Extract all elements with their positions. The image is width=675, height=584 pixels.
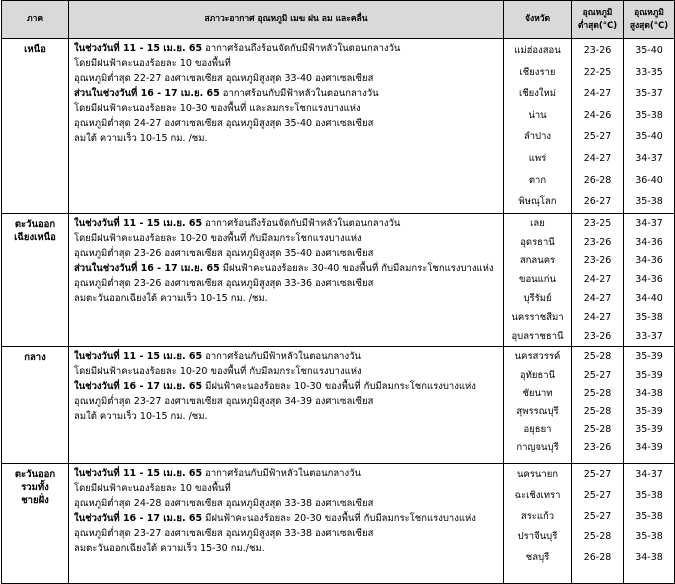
- max-temp-value: 34-37: [635, 217, 663, 229]
- province-name: ตาก: [528, 174, 547, 186]
- condition-period: ในช่วงวันที่ 11 - 15 เม.ย. 65: [74, 217, 203, 229]
- min-temp-value: 26-28: [583, 551, 612, 563]
- condition-period: ในช่วงวันที่ 11 - 15 เม.ย. 65: [74, 351, 203, 363]
- condition-detail: มีฝนฟ้าคะนองร้อยละ 10-30 ของพื้นที่ กับมีลมกระโชกแรงบางแห่ง: [202, 381, 476, 393]
- province-name: เชียงใหม่: [518, 88, 557, 100]
- condition-line: [74, 231, 500, 246]
- region-row: [2, 213, 675, 347]
- condition-detail: โดยมีฝนฟ้าคะนองร้อยละ 10 ของพื้นที่: [74, 483, 231, 495]
- region-name: [2, 464, 69, 584]
- min-temp-value: 25-27: [583, 510, 612, 522]
- condition-detail: มีฝนฟ้าคะนองร้อยละ 20-30 ของพื้นที่ กับมีลมกระโชกแรงบางแห่ง: [202, 513, 476, 525]
- max-temp-value: 35-39: [635, 351, 663, 363]
- province-cell: [504, 464, 572, 584]
- min-temp-value: 24-27: [583, 88, 612, 100]
- max-temp-value: 33-35: [635, 66, 663, 78]
- condition-line: [74, 276, 500, 291]
- condition-line: [74, 261, 500, 276]
- province-name: ชลบุรี: [525, 551, 550, 563]
- condition-period: ในช่วงวันที่ 11 - 15 เม.ย. 65: [74, 468, 203, 480]
- condition-line: [74, 41, 500, 56]
- header-min-temp: [572, 1, 624, 39]
- province-name: อยุธยา: [523, 424, 552, 436]
- province-name: สกลนคร: [519, 255, 556, 267]
- condition-detail: ลมตะวันออกเฉียงใต้ ความเร็ว 15-30 กม./ชม.: [74, 543, 265, 555]
- max-temp-value: 34-37: [635, 469, 663, 481]
- region-row: [2, 464, 675, 584]
- province-name: ลำปาง: [523, 131, 552, 143]
- min-temp-cell: [572, 347, 624, 464]
- min-temp-value: 26-28: [583, 174, 612, 186]
- condition-line: [74, 379, 500, 394]
- province-name: น่าน: [528, 109, 547, 121]
- condition-line: [74, 56, 500, 71]
- condition-line: [74, 291, 500, 306]
- condition-detail: อากาศร้อนกับมีฟ้าหลัวในตอนกลางวัน: [202, 468, 361, 480]
- min-temp-value: 25-28: [583, 424, 612, 436]
- min-temp-value: 22-25: [583, 66, 612, 78]
- condition-detail: โดยมีฝนฟ้าคะนองร้อยละ 10-20 ของพื้นที่ กับมีลมกระโชกแรงบางแห่ง: [74, 366, 362, 378]
- region-name-line: กลาง: [24, 352, 46, 364]
- condition-line: [74, 364, 500, 379]
- header-min-temp-line1: อุณหภูมิ: [582, 7, 613, 18]
- max-temp-value: 33-37: [635, 330, 663, 342]
- condition-line: [74, 526, 500, 541]
- province-name: เชียงราย: [519, 66, 556, 78]
- condition-line: [74, 71, 500, 86]
- province-cell: [504, 39, 572, 214]
- max-temp-value: 35-38: [635, 311, 663, 323]
- province-name: นครนายก: [516, 469, 559, 481]
- max-temp-value: 35-39: [635, 369, 663, 381]
- province-name: สระแก้ว: [520, 510, 555, 522]
- min-temp-value: 25-28: [583, 405, 612, 417]
- condition-detail: ลมใต้ ความเร็ว 10-15 กม. /ชม.: [74, 133, 208, 144]
- header-min-temp-line2: ต่ำสุด(°C): [577, 20, 618, 31]
- min-temp-value: 25-28: [583, 531, 612, 543]
- condition-line: [74, 466, 500, 481]
- province-name: ขอนแก่น: [518, 274, 557, 286]
- header-region: ภาค: [2, 1, 69, 39]
- region-name: [2, 347, 69, 464]
- min-temp-value: 23-26: [583, 45, 612, 56]
- max-temp-value: 35-37: [635, 88, 663, 100]
- condition-detail: โดยมีฝนฟ้าคะนองร้อยละ 10 ของพื้นที่: [74, 58, 231, 69]
- condition-line: [74, 86, 500, 101]
- header-max-temp: [624, 1, 675, 39]
- max-temp-cell: [624, 347, 675, 464]
- max-temp-value: 34-38: [635, 387, 663, 399]
- condition-detail: อากาศร้อนถึงร้อนจัดกับมีฟ้าหลัวในตอนกลางวัน: [202, 217, 401, 229]
- condition-text: [69, 347, 504, 464]
- condition-line: [74, 216, 500, 231]
- max-temp-cell: [624, 464, 675, 584]
- min-temp-value: 24-27: [583, 292, 612, 304]
- min-temp-value: 26-27: [583, 196, 612, 208]
- province-name: แม่ฮ่องสอน: [514, 45, 561, 56]
- province-name: ฉะเชิงเทรา: [514, 489, 561, 501]
- condition-detail: โดยมีฝนฟ้าคะนองร้อยละ 10-20 ของพื้นที่ กับมีลมกระโชกแรงบางแห่ง: [74, 232, 362, 244]
- condition-line: [74, 541, 500, 556]
- province-name: อุดรธานี: [520, 236, 555, 248]
- max-temp-value: 34-37: [635, 152, 663, 164]
- condition-detail: อากาศร้อนกับมีฟ้าหลัวในตอนกลางวัน: [219, 88, 379, 99]
- max-temp-value: 35-38: [635, 510, 663, 522]
- max-temp-value: 35-40: [635, 45, 663, 56]
- min-temp-value: 24-27: [583, 311, 612, 323]
- region-name-line: รวมทั้ง: [21, 482, 49, 494]
- province-name: นครสวรรค์: [514, 351, 561, 363]
- max-temp-value: 35-40: [635, 131, 663, 143]
- condition-line: [74, 511, 500, 526]
- header-province: จังหวัด: [504, 1, 572, 39]
- province-name: พิษณุโลก: [518, 196, 557, 208]
- region-name: [2, 213, 69, 347]
- condition-text: [69, 464, 504, 584]
- min-temp-value: 25-27: [583, 131, 612, 143]
- max-temp-value: 34-38: [635, 551, 663, 563]
- min-temp-value: 23-26: [583, 442, 612, 454]
- max-temp-value: 34-36: [635, 274, 663, 286]
- min-temp-value: 25-27: [583, 469, 612, 481]
- condition-detail: อุณหภูมิต่ำสุด 23-27 องศาเซลเซียส อุณหภูมิสูงสุด 33-38 องศาเซลเซียส: [74, 528, 374, 540]
- region-name-line: ตะวันออก: [14, 469, 56, 481]
- condition-line: [74, 496, 500, 511]
- max-temp-value: 35-38: [635, 109, 663, 121]
- min-temp-value: 23-26: [583, 255, 612, 267]
- max-temp-value: 35-38: [635, 196, 663, 208]
- province-name: ชัยนาท: [522, 387, 553, 399]
- condition-line: [74, 131, 500, 146]
- header-max-temp-line1: อุณหภูมิ: [634, 7, 664, 18]
- header-condition: สภาวะอากาศ อุณหภูมิ เมฆ ฝน ลม และคลื่น: [69, 1, 504, 39]
- condition-detail: อากาศร้อนถึงร้อนจัดกับมีฟ้าหลัวในตอนกลางวัน: [202, 43, 401, 54]
- region-name-line: เหนือ: [24, 44, 46, 55]
- max-temp-value: 34-36: [635, 255, 663, 267]
- min-temp-value: 24-27: [583, 152, 612, 164]
- condition-text: [69, 213, 504, 347]
- region-row: [2, 347, 675, 464]
- condition-line: [74, 101, 500, 116]
- header-max-temp-line2: สูงสุด(°C): [629, 20, 669, 31]
- condition-detail: ลมใต้ ความเร็ว 10-15 กม. /ชม.: [74, 411, 208, 423]
- max-temp-value: 36-40: [635, 174, 663, 186]
- max-temp-value: 34-36: [635, 236, 663, 248]
- min-temp-value: 25-27: [583, 489, 612, 501]
- max-temp-value: 34-39: [635, 442, 663, 454]
- condition-period: ในช่วงวันที่ 16 - 17 เม.ย. 65: [74, 513, 203, 525]
- forecast-table: [1, 0, 675, 584]
- condition-detail: ลมตะวันออกเฉียงใต้ ความเร็ว 10-15 กม. /ชม.: [74, 292, 268, 304]
- min-temp-value: 23-25: [583, 217, 612, 229]
- province-name: ปราจีนบุรี: [517, 531, 558, 543]
- max-temp-cell: [624, 39, 675, 214]
- condition-detail: อากาศร้อนกับมีฟ้าหลัวในตอนกลางวัน: [202, 351, 361, 363]
- min-temp-value: 24-27: [583, 274, 612, 286]
- province-name: เลย: [530, 217, 545, 229]
- province-name: กาญจนบุรี: [516, 442, 559, 454]
- condition-detail: อุณหภูมิต่ำสุด 23-27 องศาเซลเซียส อุณหภูมิสูงสุด 34-39 องศาเซลเซียส: [74, 396, 374, 408]
- condition-period: ในช่วงวันที่ 16 - 17 เม.ย. 65: [74, 381, 203, 393]
- header-row: [2, 1, 675, 39]
- province-name: อุบลราชธานี: [511, 330, 564, 342]
- min-temp-value: 24-26: [583, 109, 612, 121]
- min-temp-value: 25-27: [583, 369, 612, 381]
- condition-detail: โดยมีฝนฟ้าคะนองร้อยละ 10-30 ของพื้นที่ และลมกระโชกแรงบางแห่ง: [74, 103, 361, 114]
- condition-detail: อุณหภูมิต่ำสุด 22-27 องศาเซลเซียส อุณหภูมิสูงสุด 33-40 องศาเซลเซียส: [74, 73, 374, 84]
- max-temp-cell: [624, 213, 675, 347]
- min-temp-cell: [572, 213, 624, 347]
- condition-detail: อุณหภูมิต่ำสุด 23-26 องศาเซลเซียส อุณหภูมิสูงสุด 35-40 องศาเซลเซียส: [74, 247, 374, 259]
- province-name: สุพรรณบุรี: [516, 405, 559, 417]
- condition-period: ส่วนในช่วงวันที่ 16 - 17 เม.ย. 65: [74, 262, 220, 274]
- max-temp-value: 35-38: [635, 489, 663, 501]
- province-name: แพร่: [528, 152, 547, 164]
- province-cell: [504, 347, 572, 464]
- region-name-line: ชายฝั่ง: [21, 495, 49, 507]
- province-cell: [504, 213, 572, 347]
- max-temp-value: 35-39: [635, 405, 663, 417]
- min-temp-value: 23-26: [583, 330, 612, 342]
- min-temp-cell: [572, 39, 624, 214]
- min-temp-cell: [572, 464, 624, 584]
- condition-text: [69, 39, 504, 214]
- min-temp-value: 23-26: [583, 236, 612, 248]
- condition-line: [74, 116, 500, 131]
- region-name: [2, 39, 69, 214]
- condition-detail: อุณหภูมิต่ำสุด 23-26 องศาเซลเซียส อุณหภูมิสูงสุด 33-36 องศาเซลเซียส: [74, 277, 374, 289]
- province-name: อุทัยธานี: [519, 369, 556, 381]
- condition-line: [74, 481, 500, 496]
- province-name: นครราชสีมา: [511, 311, 564, 323]
- region-name-line: เฉียงเหนือ: [14, 231, 56, 243]
- max-temp-value: 35-38: [635, 531, 663, 543]
- condition-detail: มีฝนฟ้าคะนองร้อยละ 30-40 ของพื้นที่ กับมีลมกระโชกแรงบางแห่ง: [219, 262, 494, 274]
- condition-detail: อุณหภูมิต่ำสุด 24-27 องศาเซลเซียส อุณหภูมิสูงสุด 35-40 องศาเซลเซียส: [74, 118, 374, 129]
- min-temp-value: 25-28: [583, 351, 612, 363]
- condition-line: [74, 349, 500, 364]
- max-temp-value: 35-39: [635, 424, 663, 436]
- condition-line: [74, 246, 500, 261]
- max-temp-value: 34-40: [635, 292, 663, 304]
- min-temp-value: 25-28: [583, 387, 612, 399]
- condition-detail: อุณหภูมิต่ำสุด 24-28 องศาเซลเซียส อุณหภูมิสูงสุด 33-38 องศาเซลเซียส: [74, 498, 374, 510]
- condition-period: ส่วนในช่วงวันที่ 16 - 17 เม.ย. 65: [74, 88, 220, 99]
- condition-period: ในช่วงวันที่ 11 - 15 เม.ย. 65: [74, 43, 203, 54]
- region-name-line: ตะวันออก: [14, 218, 56, 230]
- province-name: บุรีรัมย์: [523, 292, 552, 304]
- condition-line: [74, 409, 500, 424]
- region-row: [2, 39, 675, 214]
- condition-line: [74, 394, 500, 409]
